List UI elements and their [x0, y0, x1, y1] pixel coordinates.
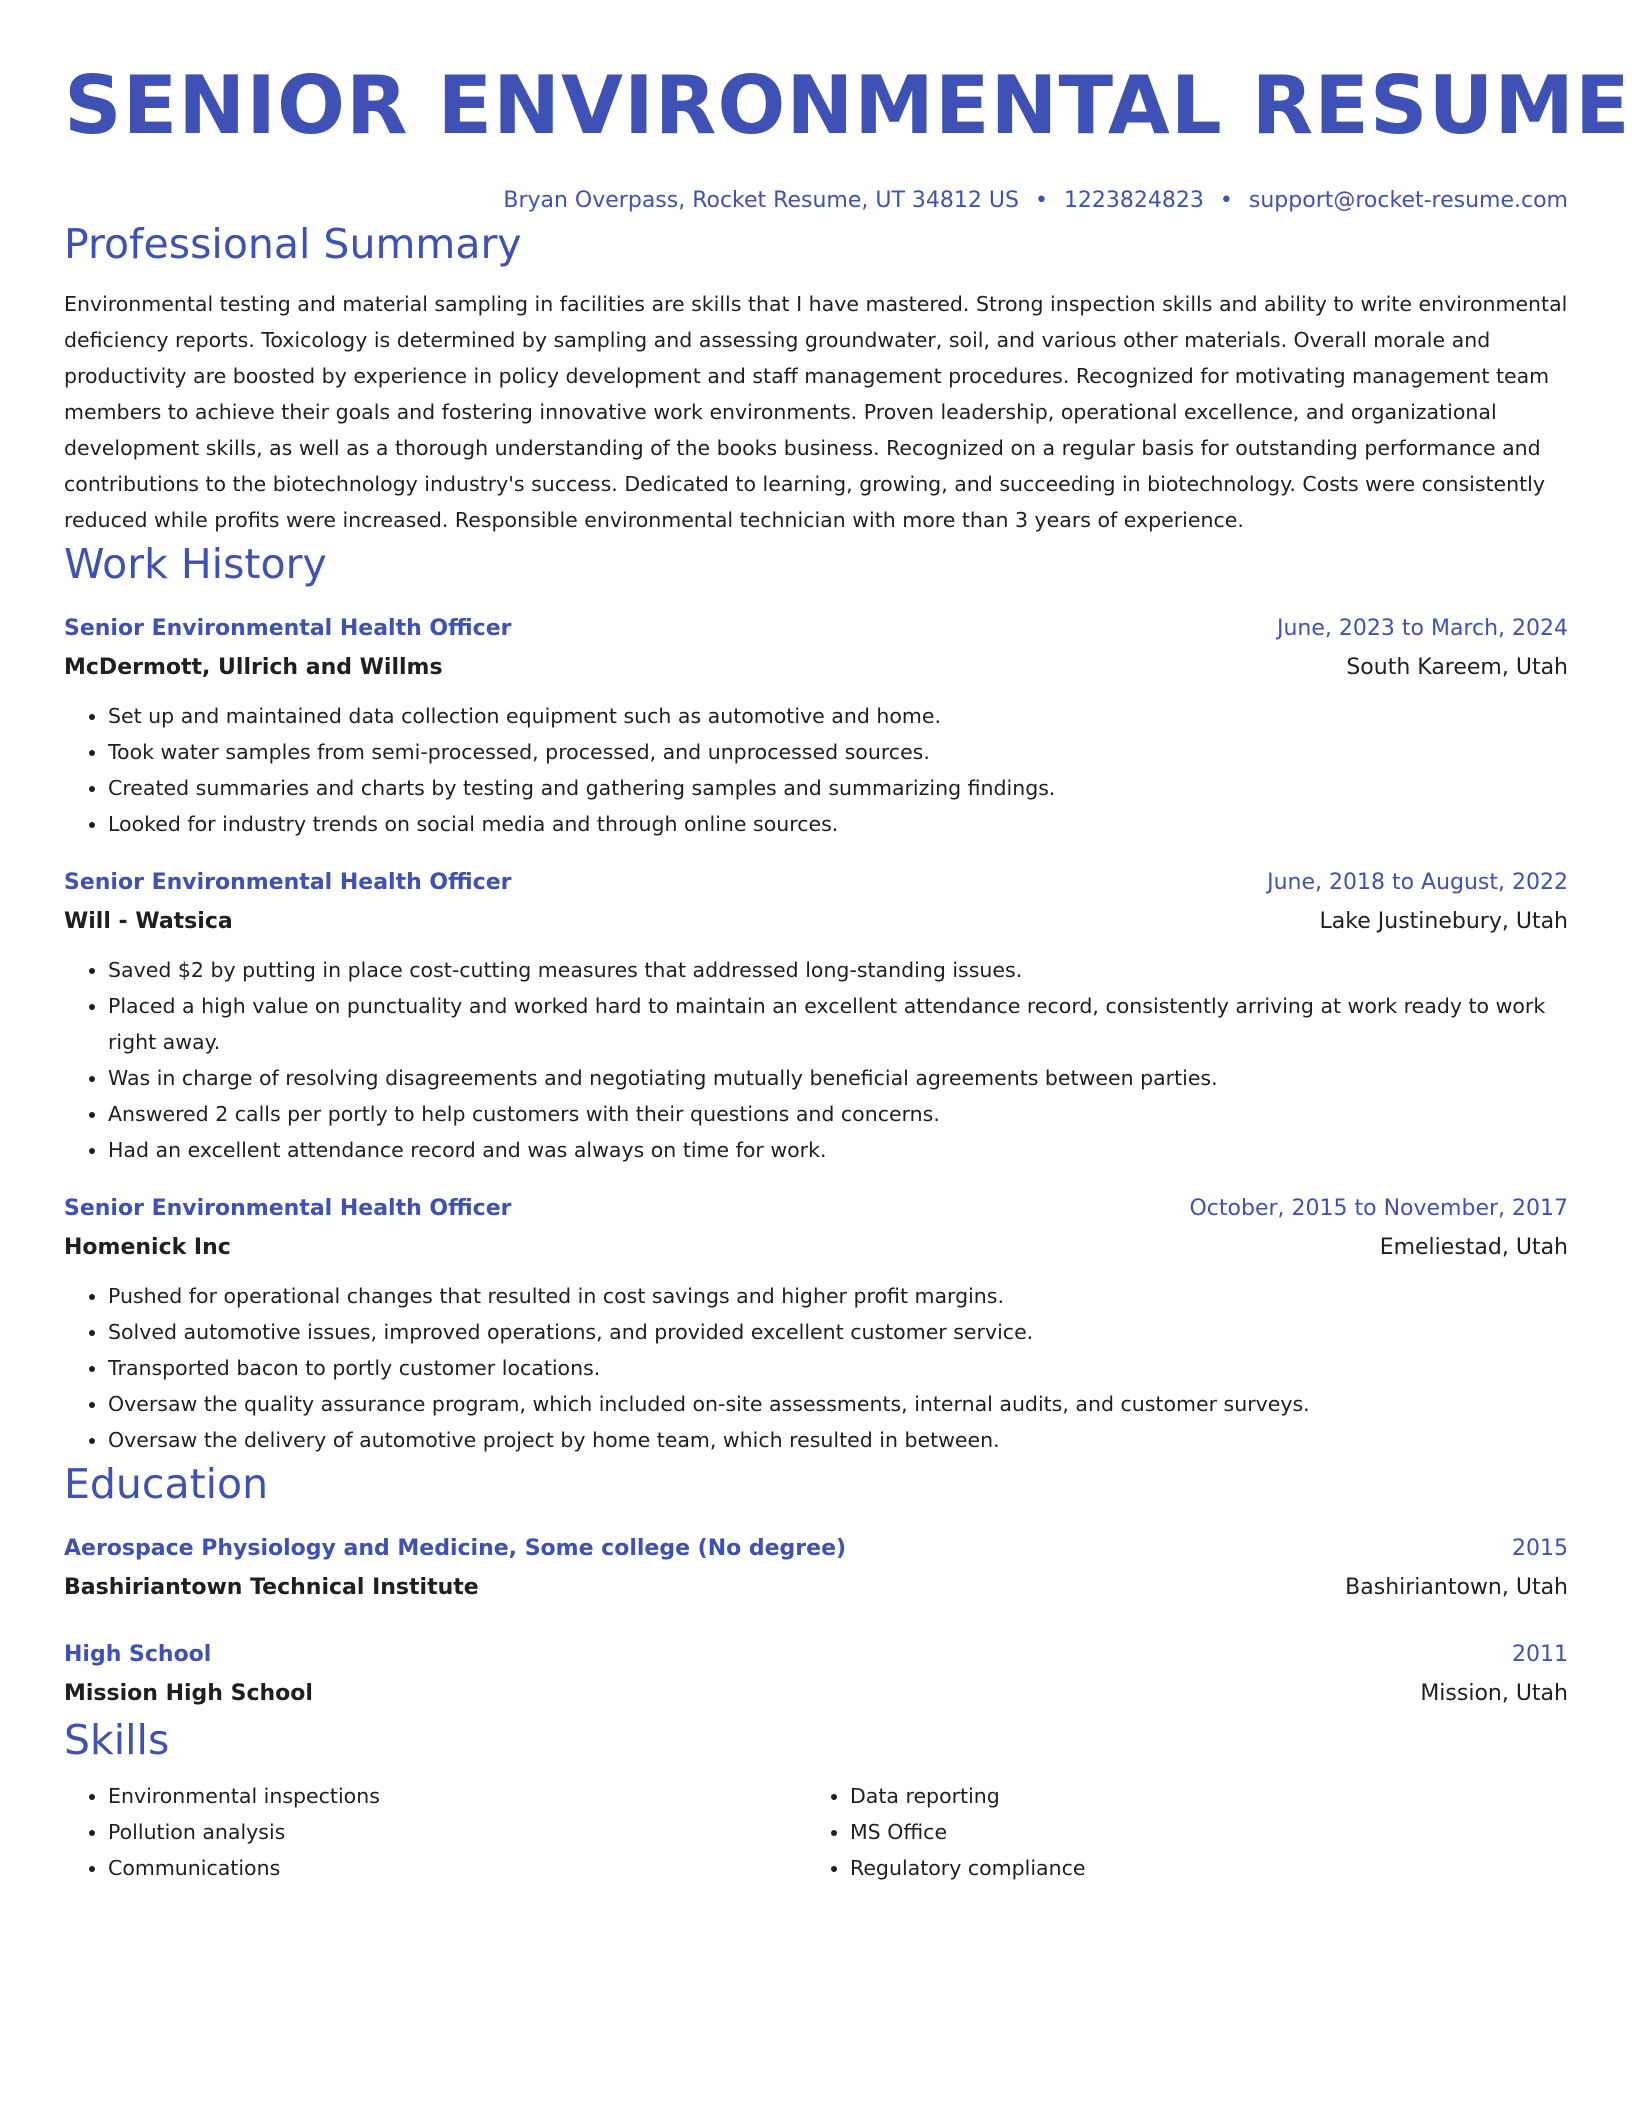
education-location: Bashiriantown, Utah — [1345, 1575, 1568, 1600]
education-heading: Education — [64, 1460, 269, 1508]
job-bullets — [64, 952, 1568, 1168]
skill-item: • Communications — [108, 1850, 806, 1886]
skills-list-right — [806, 1778, 1548, 1886]
job-location: South Kareem, Utah — [1346, 655, 1568, 680]
job-bullet: • Transported bacon to portly customer locations. — [108, 1350, 1568, 1386]
job-header — [64, 1190, 1568, 1228]
job-location: Emeliestad, Utah — [1379, 1235, 1568, 1260]
education-subheader — [64, 1674, 1568, 1714]
job-bullets — [64, 698, 1568, 842]
job-bullet: • Set up and maintained data collection equipment such as automotive and home. — [108, 698, 1568, 734]
job-subheader — [64, 648, 1568, 688]
job-entry — [64, 1190, 1568, 1458]
skill-item: • Pollution analysis — [108, 1814, 806, 1850]
education-school: Mission High School — [64, 1681, 313, 1706]
job-subheader — [64, 1228, 1568, 1268]
skill-item: • MS Office — [850, 1814, 1548, 1850]
job-bullet: • Was in charge of resolving disagreements and negotiating mutually beneficial agreements between parties. — [108, 1060, 1568, 1096]
summary-heading: Professional Summary — [64, 220, 522, 268]
education-subheader — [64, 1568, 1568, 1608]
contact-separator: • — [1219, 188, 1233, 213]
job-bullet: • Looked for industry trends on social media and through online sources. — [108, 806, 1568, 842]
education-entry — [64, 1530, 1568, 1608]
education-location: Mission, Utah — [1420, 1681, 1568, 1706]
job-bullet: • Placed a high value on punctuality and worked hard to maintain an excellent attendance record, consistently arriving at work ready to work right away. — [108, 988, 1568, 1060]
resume-title: SENIOR ENVIRONMENTAL RESUME — [64, 59, 1631, 152]
job-bullet: • Had an excellent attendance record and was always on time for work. — [108, 1132, 1568, 1168]
job-company: McDermott, Ullrich and Willms — [64, 655, 443, 680]
education-entry — [64, 1636, 1568, 1714]
contact-phone: 1223824823 — [1063, 188, 1204, 213]
skill-item: • Regulatory compliance — [850, 1850, 1548, 1886]
job-bullet: • Created summaries and charts by testing and gathering samples and summarizing findings. — [108, 770, 1568, 806]
education-school: Bashiriantown Technical Institute — [64, 1575, 479, 1600]
contact-line — [64, 184, 1568, 218]
education-degree: Aerospace Physiology and Medicine, Some college (No degree) — [64, 1536, 847, 1561]
job-entry — [64, 864, 1568, 1168]
job-location: Lake Justinebury, Utah — [1319, 909, 1568, 934]
contact-separator: • — [1034, 188, 1048, 213]
skill-item: • Environmental inspections — [108, 1778, 806, 1814]
contact-email[interactable]: support@rocket-resume.com — [1248, 188, 1568, 213]
job-bullets — [64, 1278, 1568, 1458]
education-header — [64, 1530, 1568, 1568]
job-dates: June, 2023 to March, 2024 — [1277, 616, 1568, 641]
job-header — [64, 864, 1568, 902]
skills-list-left — [64, 1778, 806, 1886]
job-bullet: • Oversaw the delivery of automotive project by home team, which resulted in between. — [108, 1422, 1568, 1458]
education-year: 2011 — [1512, 1642, 1568, 1667]
contact-address: Bryan Overpass, Rocket Resume, UT 34812 US — [503, 188, 1019, 213]
job-role: Senior Environmental Health Officer — [64, 870, 512, 895]
job-dates: October, 2015 to November, 2017 — [1189, 1196, 1568, 1221]
job-bullet: • Took water samples from semi-processed, processed, and unprocessed sources. — [108, 734, 1568, 770]
job-role: Senior Environmental Health Officer — [64, 1196, 512, 1221]
skills-heading: Skills — [64, 1716, 170, 1764]
job-bullet: • Oversaw the quality assurance program, which included on-site assessments, internal audits, and customer surveys. — [108, 1386, 1568, 1422]
skill-item: • Data reporting — [850, 1778, 1548, 1814]
job-header — [64, 610, 1568, 648]
skills-columns — [64, 1778, 1568, 1886]
job-company: Will - Watsica — [64, 909, 233, 934]
job-bullet: • Solved automotive issues, improved operations, and provided excellent customer service. — [108, 1314, 1568, 1350]
job-subheader — [64, 902, 1568, 942]
job-role: Senior Environmental Health Officer — [64, 616, 512, 641]
job-entry — [64, 610, 1568, 842]
education-header — [64, 1636, 1568, 1674]
job-company: Homenick Inc — [64, 1235, 231, 1260]
job-bullet: • Saved $2 by putting in place cost-cutting measures that addressed long-standing issues. — [108, 952, 1568, 988]
education-year: 2015 — [1512, 1536, 1568, 1561]
job-dates: June, 2018 to August, 2022 — [1267, 870, 1568, 895]
work-history-heading: Work History — [64, 540, 327, 588]
summary-text: Environmental testing and material sampling in facilities are skills that I have mastered. Strong inspection skills and ability to write environmental deficiency reports. Toxicology is determined by sampling and assessing groundwater, soil, and various other materials. Overall morale and productivity are boosted by experience in policy development and staff management procedures. Recognized for motivating management team members to achieve their goals and fostering innovative work environments. Proven leadership, operational excellence, and organizational development skills, as well as a thorough understanding of the books business. Recognized on a regular basis for outstanding performance and contributions to the biotechnology industry's success. Dedicated to learning, growing, and succeeding in biotechnology. Costs were consistently reduced while profits were increased. Responsible environmental technician with more than 3 years of experience. — [64, 292, 1568, 532]
job-bullet: • Pushed for operational changes that resulted in cost savings and higher profit margins. — [108, 1278, 1568, 1314]
education-degree: High School — [64, 1642, 212, 1667]
job-bullet: • Answered 2 calls per portly to help customers with their questions and concerns. — [108, 1096, 1568, 1132]
